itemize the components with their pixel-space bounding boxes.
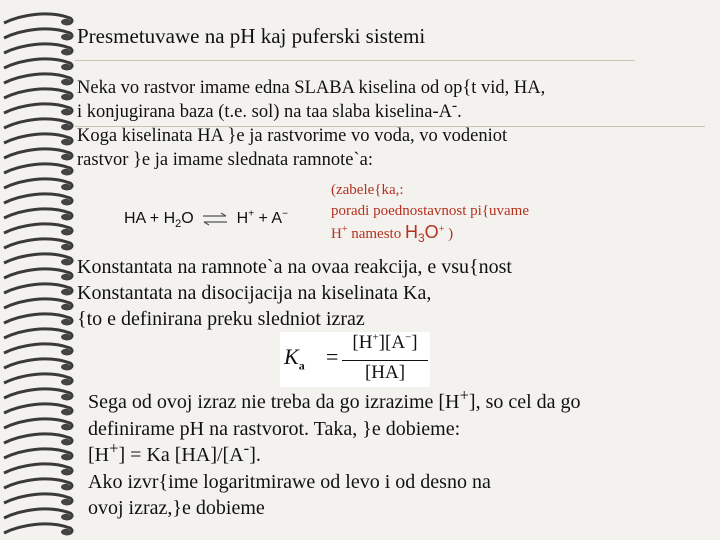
spiral-hole xyxy=(61,319,71,325)
note-line-3: H+ namesto $H_3O^+$ ) xyxy=(331,222,454,245)
spiral-hole xyxy=(61,364,71,370)
spiral-hole xyxy=(61,79,71,85)
spiral-hole xyxy=(61,154,71,160)
spiral-hole xyxy=(61,64,71,70)
conclusion-line-4: Ako izvr{ime logaritmirawe od levo i od desno na xyxy=(88,470,491,493)
fraction-bar xyxy=(342,360,428,361)
equilibrium-arrow-icon xyxy=(202,212,228,226)
spiral-hole xyxy=(61,34,71,40)
formula-numerator: [H+][A−] xyxy=(352,331,418,353)
spiral-hole xyxy=(61,124,71,130)
spiral-hole xyxy=(61,259,71,265)
ka-line-2: Konstantata na disocijacija na kiselinata Ka, xyxy=(77,282,432,304)
spiral-hole xyxy=(61,469,71,475)
ka-formula xyxy=(280,332,430,387)
intro-paragraph xyxy=(77,76,545,172)
spiral-hole xyxy=(61,274,71,280)
spiral-hole xyxy=(61,439,71,445)
spiral-hole xyxy=(61,454,71,460)
spiral-hole xyxy=(61,244,71,250)
ka-paragraph xyxy=(77,254,512,332)
spiral-hole xyxy=(61,409,71,415)
spiral-hole xyxy=(61,94,71,100)
spiral-hole xyxy=(61,529,71,535)
spiral-hole xyxy=(61,349,71,355)
spiral-hole xyxy=(61,304,71,310)
ka-line-1: Konstantata na ramnote`a na ovaa reakcija, e vsu{nost xyxy=(77,256,512,278)
spiral-hole xyxy=(61,184,71,190)
spiral-hole xyxy=(61,379,71,385)
formula-lhs: $K_a$ xyxy=(284,344,305,373)
spiral-hole xyxy=(61,139,71,145)
formula-denominator: [HA] xyxy=(364,362,406,383)
spiral-hole xyxy=(61,394,71,400)
spiral-hole xyxy=(61,484,71,490)
spiral-hole xyxy=(61,109,71,115)
note-line-1: (zabele{ka,: xyxy=(331,182,404,198)
title-divider xyxy=(75,60,635,61)
spiral-hole xyxy=(61,514,71,520)
equilibrium-reaction: HA + $H_2O$ H+ + A− xyxy=(124,208,288,231)
formula-equals: = xyxy=(326,344,339,369)
conclusion-line-1: Sega od ovoj izraz nie treba da go izrazime [H+], so cel da go xyxy=(88,385,581,413)
note-line-2: poradi poednostavnost pi{uvame xyxy=(331,203,529,219)
conclusion-line-5: ovoj izraz,}e dobieme xyxy=(88,497,265,519)
spiral-hole xyxy=(61,169,71,175)
spiral-hole xyxy=(61,229,71,235)
slide-title: Presmetuvawe na pH kaj puferski sistemi xyxy=(77,24,426,48)
spiral-binding xyxy=(0,0,80,540)
intro-line-3: Koga kiselinata HA }e ja rastvorime vo voda, vo vodeniot xyxy=(77,126,508,146)
spiral-hole xyxy=(61,424,71,430)
ka-line-3: {to e definirana preku sledniot izraz xyxy=(77,308,365,330)
spiral-hole xyxy=(61,49,71,55)
spiral-hole xyxy=(61,334,71,340)
conclusion-line-3: [H+] = Ka [HA]/[A-]. xyxy=(88,438,261,466)
intro-line-1: Neka vo rastvor imame edna SLABA kiselina od op{t vid, HA, xyxy=(77,78,546,98)
spiral-hole xyxy=(61,499,71,505)
conclusion-line-2: definirame pH na rastvorot. Taka, }e dobieme: xyxy=(88,417,461,440)
note-annotation xyxy=(331,180,529,245)
spiral-hole xyxy=(61,19,71,25)
spiral-hole xyxy=(61,199,71,205)
spiral-hole xyxy=(61,289,71,295)
conclusion-paragraph xyxy=(88,385,581,522)
spiral-hole xyxy=(61,214,71,220)
intro-line-2: i konjugirana baza (t.e. sol) na taa slaba kiselina-A-. xyxy=(77,96,462,122)
intro-line-4: rastvor }e ja imame slednata ramnote`a: xyxy=(77,150,374,170)
